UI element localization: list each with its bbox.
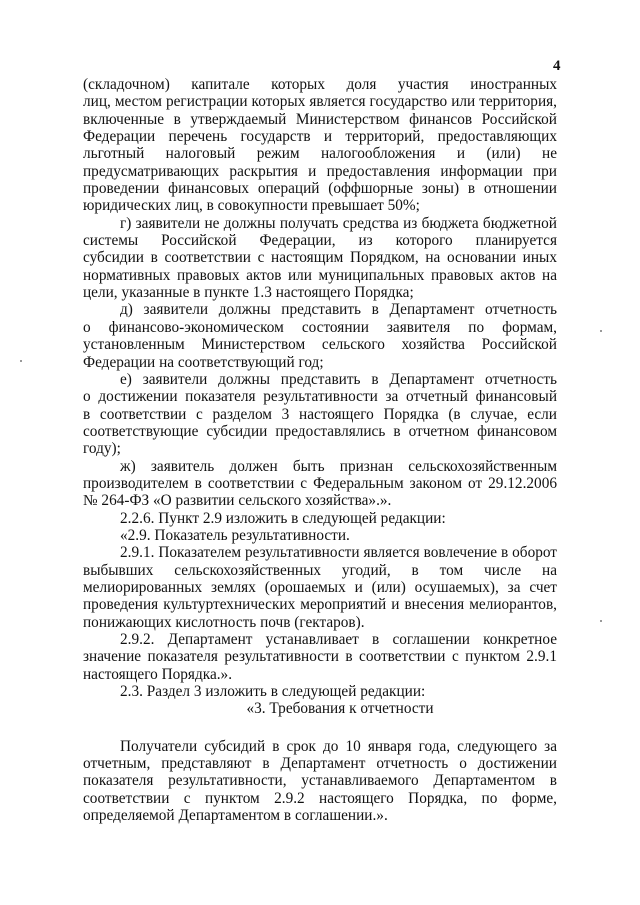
paragraph — [83, 76, 557, 215]
text-line: цели, указанные в пункте 1.3 настоящего Порядка; — [83, 284, 414, 302]
text-line: 2.9.2. Департамент устанавливает в соглашении конкретное — [120, 631, 557, 648]
text-line: «3. Требования к отчетности — [246, 700, 434, 718]
paragraph — [83, 301, 557, 370]
text-line: 2.2.6. Пункт 2.9 изложить в следующей редакции: — [120, 509, 446, 527]
text-line: 2.9.1. Показателем результативности является вовлечение в оборот — [120, 544, 557, 562]
text-line: (складочном) капитале которых доля участия иностранных — [83, 76, 557, 93]
text-line: предусматривающих раскрытия и предоставления информации при — [83, 162, 557, 180]
text-line: Федерации перечень государств и территорий, предоставляющих — [83, 128, 557, 146]
text-line: в соответствии с разделом 3 настоящего Порядка (в случае, если — [83, 405, 557, 423]
text-line: субсидии в соответствии с настоящим Порядком, на основании иных — [83, 249, 557, 267]
text-line: ж) заявитель должен быть признан сельскохозяйственным — [120, 457, 557, 475]
text-line: е) заявители должны представить в Департамент отчетность — [120, 370, 557, 388]
text-line: году); — [83, 440, 121, 458]
text-line: юридических лиц, в совокупности превышает 50%; — [83, 197, 420, 215]
text-line: д) заявители должны представить в Департамент отчетность — [120, 301, 557, 319]
text-line: проведении финансовых операций (оффшорные зоны) в отношении — [83, 180, 557, 198]
text-line: лиц, местом регистрации которых является государство или территория, — [83, 93, 557, 111]
text-line: соответствующие субсидии предоставлялись в отчетном финансовом — [83, 422, 557, 440]
paragraph — [83, 631, 557, 683]
text-line: нормативных правовых актов или муниципальных правовых актов на — [83, 266, 557, 284]
text-line: установленным Министерством сельского хозяйства Российской — [83, 336, 557, 354]
text-line: проведения культуртехнических мероприятий и внесения мелиорантов, — [83, 596, 557, 614]
text-line: производителем в соответствии с Федеральным законом от 29.12.2006 — [83, 474, 557, 492]
text-line: понижающих кислотность почв (гектаров). — [83, 613, 365, 631]
text-line: г) заявители не должны получать средства из бюджета бюджетной — [120, 214, 557, 232]
text-line: настоящего Порядка.». — [83, 665, 233, 683]
paragraph — [83, 458, 557, 510]
paragraph — [83, 527, 557, 544]
text-line: «2.9. Показатель результативности. — [120, 526, 350, 544]
text-line: мелиорированных землях (орошаемых и (или) осушаемых), за счет — [83, 578, 557, 596]
text-line: выбывших сельскохозяйственных угодий, в том числе на — [83, 561, 557, 579]
scan-speck — [20, 360, 22, 362]
section-heading — [83, 700, 557, 717]
text-line: значение показателя результативности в соответствии с пунктом 2.9.1 — [83, 648, 557, 666]
paragraph — [83, 371, 557, 458]
paragraph — [83, 510, 557, 527]
text-line: Федерации на соответствующий год; — [83, 353, 324, 371]
text-line: 2.3. Раздел 3 изложить в следующей редакции: — [120, 683, 426, 701]
text-line: № 264-ФЗ «О развитии сельского хозяйства».». — [83, 492, 392, 510]
text-line: соответствии с пунктом 2.9.2 настоящего Порядка, по форме, — [83, 789, 557, 807]
paragraph-gap — [83, 718, 557, 738]
document-body — [83, 76, 557, 824]
paragraph — [83, 544, 557, 631]
paragraph — [83, 215, 557, 302]
paragraph — [83, 738, 557, 825]
text-line: о достижении показателя результативности за отчетный финансовый — [83, 388, 557, 406]
text-line: определяемой Департаментом в соглашении.». — [83, 807, 388, 825]
paragraph — [83, 683, 557, 700]
text-line: о финансово-экономическом состоянии заявителя по формам, — [83, 318, 557, 336]
text-line: системы Российской Федерации, из которого планируется — [83, 232, 557, 250]
text-line: отчетным, представляют в Департамент отчетность о достижении — [83, 755, 557, 773]
text-line: включенные в утверждаемый Министерством финансов Российской — [83, 110, 557, 128]
page-number: 4 — [553, 58, 561, 74]
text-line: Получатели субсидий в срок до 10 января года, следующего за — [120, 737, 557, 755]
scan-speck — [600, 620, 602, 622]
scan-speck — [600, 330, 602, 332]
text-line: льготный налоговый режим налогообложения и (или) не — [83, 145, 557, 163]
text-line: показателя результативности, устанавливаемого Департаментом в — [83, 772, 557, 790]
